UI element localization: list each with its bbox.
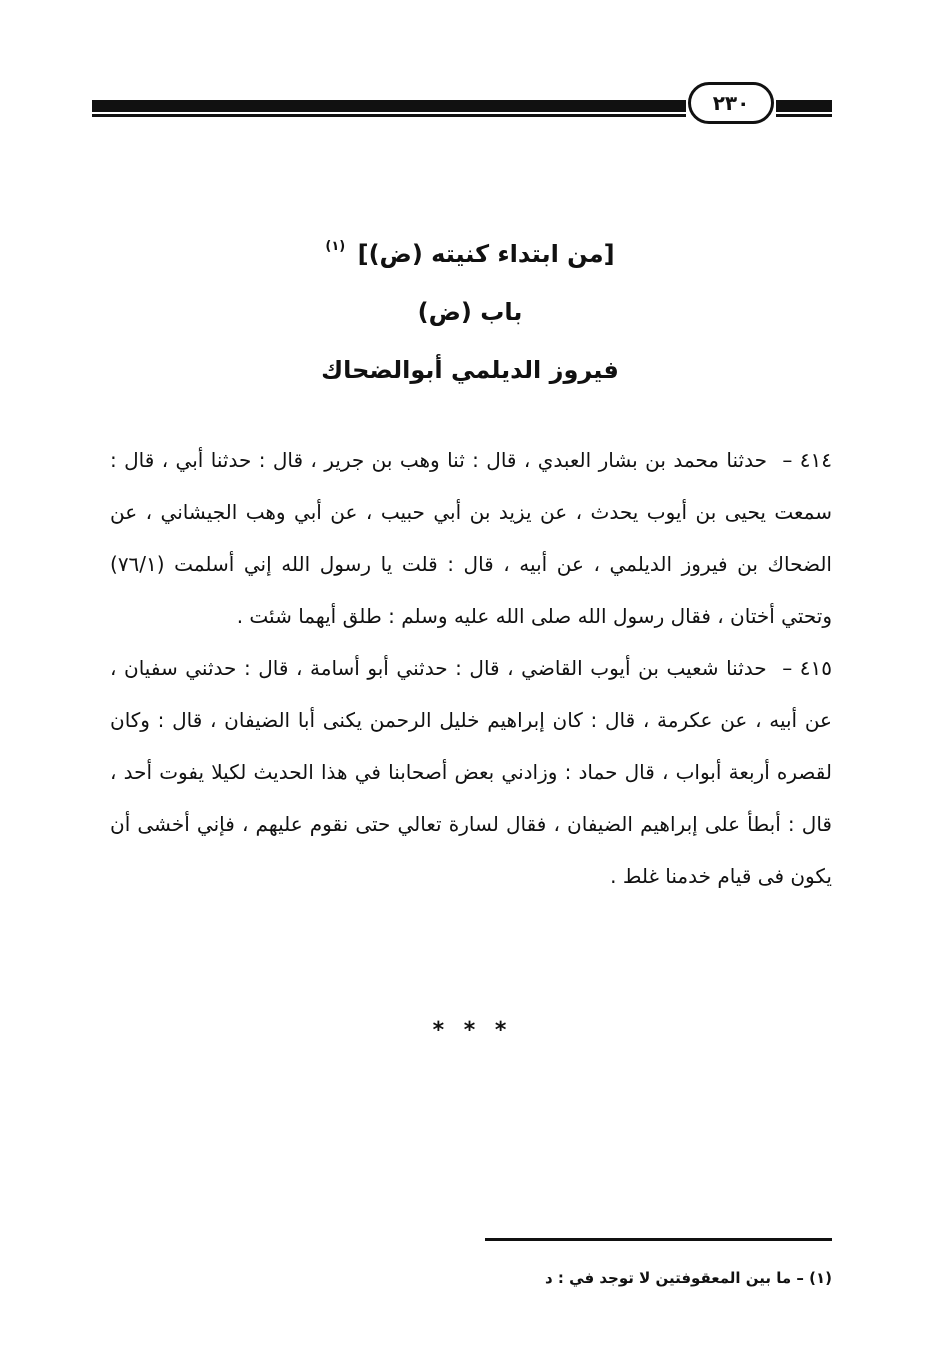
chapter-headings: [110, 218, 830, 399]
footnote-reference: (١): [325, 239, 346, 254]
footnote: [232, 1264, 832, 1292]
footnote-text: ما بين المعقوفتين لا توجد في : د: [545, 1269, 792, 1287]
footnote-rule: [485, 1238, 832, 1241]
header-rule-left: [92, 100, 686, 112]
page-number: ٢٣٠: [688, 82, 774, 124]
footnote-marker: (١) –: [796, 1269, 832, 1287]
heading-chapter: باب (ض): [417, 298, 523, 326]
header-rule-right: [776, 100, 832, 112]
heading-section-start-text: [من ابتداء كنيته (ض)]: [357, 240, 615, 268]
section-separator: * * *: [432, 1018, 513, 1043]
header-rule: [92, 91, 832, 118]
body-text: [110, 434, 832, 902]
heading-narrator: فيروز الديلمي أبوالضحاك: [321, 356, 619, 384]
hadith-text: حدثنا شعيب بن أيوب القاضي ، قال : حدثني أبو أسامة ، قال : حدثني سفيان ، عن أبيه ، عن عكرمة ، قال : كان إبراهيم خليل الرحمن يكنى أبا الضيفان ، قال : وكان لقصره أربعة أبواب ، قال حماد : وزادني بعض أصحابنا في هذا الحديث لكيلا يفوت أحد ، قال : أبطأ على إبراهيم الضيفان ، فقال لسارة تعالي حتى نقوم عليهم ، فإني أخشى أن يكون فى قيام خدمنا غلط .: [110, 656, 832, 888]
hadith-text: حدثنا محمد بن بشار العبدي ، قال : ثنا وهب بن جرير ، قال : حدثنا أبي ، قال : سمعت يحيى بن أيوب يحدث ، عن يزيد بن أبي حبيب ، عن أبي وهب الجيشاني ، عن الضحاك بن فيروز الديلمي ، عن أبيه ، قال : قلت يا رسول الله إني أسلمت (٧٦/١) وتحتي أختان ، فقال رسول الله صلى الله عليه وسلم : طلق أيهما شئت .: [110, 448, 832, 628]
hadith-number: ٤١٤ –: [782, 448, 833, 472]
hadith-number: ٤١٥ –: [782, 656, 832, 680]
heading-section-start: [110, 218, 830, 283]
hadith-paragraph: [110, 642, 832, 902]
hadith-paragraph: [110, 434, 832, 642]
